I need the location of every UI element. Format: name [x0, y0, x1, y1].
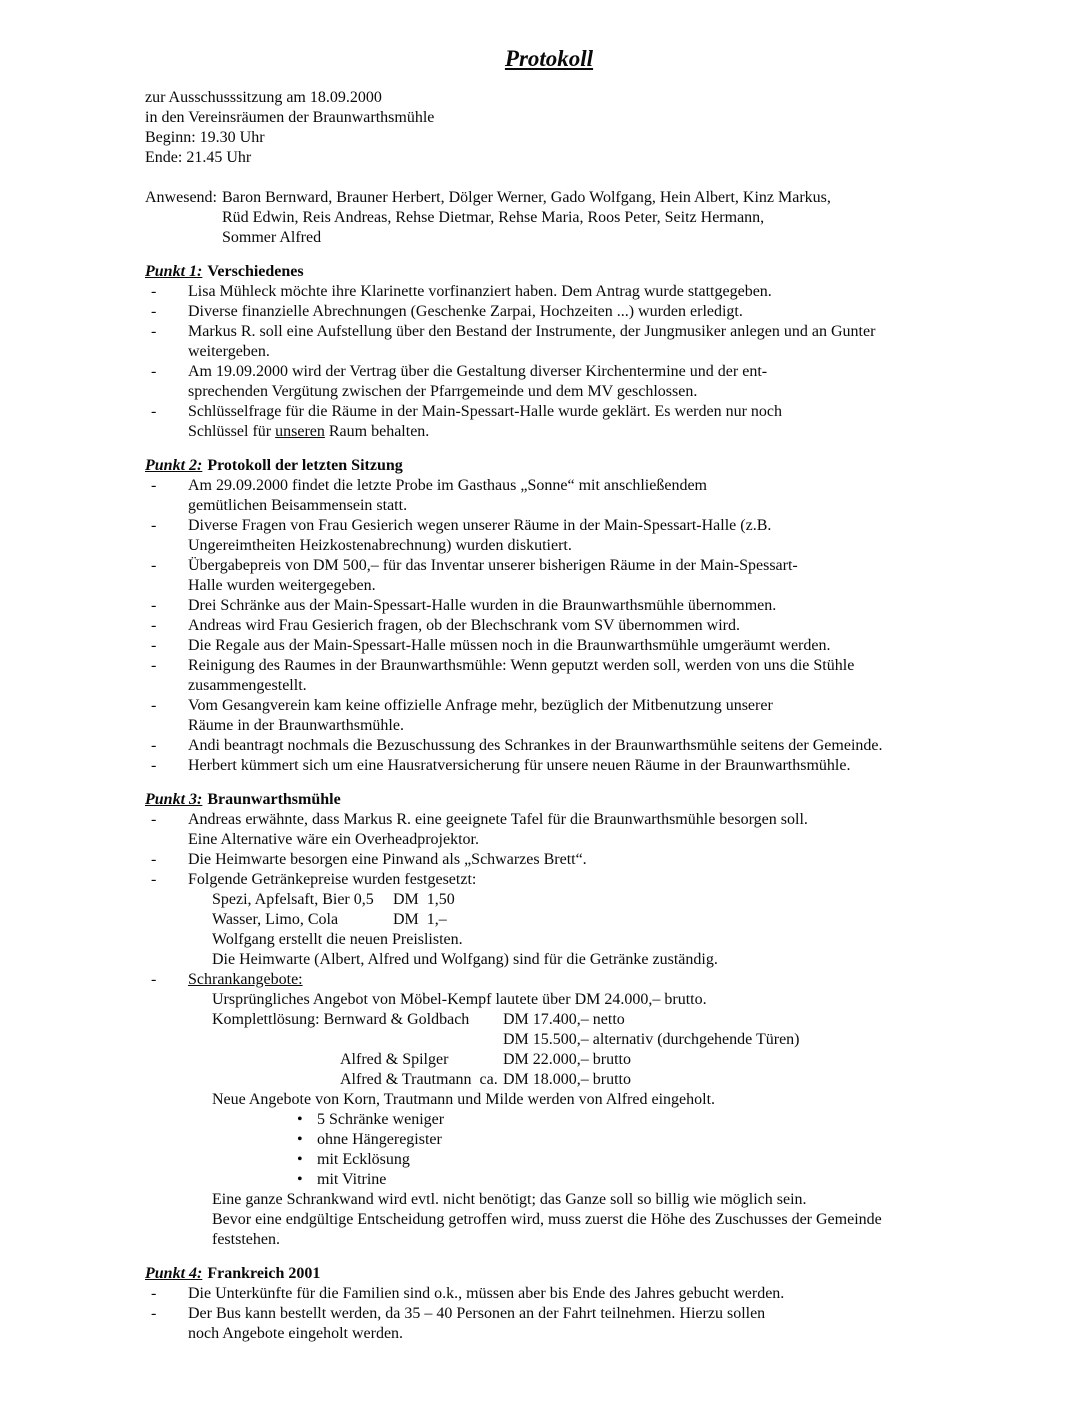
bullet-item-text: 5 Schränke weniger	[317, 1111, 445, 1128]
dash-marker: -	[151, 851, 157, 868]
drink-price-row	[212, 890, 953, 910]
attendees-names	[222, 188, 953, 248]
dash-item-line: gemütlichen Beisammensein statt.	[188, 497, 408, 514]
dash-item-text	[188, 850, 953, 870]
dash-item	[145, 402, 953, 442]
section-title: Braunwarthsmühle	[207, 791, 341, 808]
dash-item-line: Drei Schränke aus der Main-Spessart-Halle wurden in die Braunwarthsmühle übernommen.	[188, 597, 777, 614]
dash-item-line: sprechenden Vergütung zwischen der Pfarrgemeinde und dem MV geschlossen.	[188, 383, 698, 400]
dash-item	[145, 302, 953, 322]
dash-item-line: Die Heimwarte besorgen eine Pinwand als „Schwarzes Brett“.	[188, 851, 587, 868]
dash-item-line: Am 19.09.2000 wird der Vertrag über die Gestaltung diverser Kirchentermine und der ent-	[188, 363, 768, 380]
dash-item-line: Andreas wird Frau Gesierich fragen, ob der Blechschrank vom SV übernommen wird.	[188, 617, 740, 634]
dash-marker: -	[151, 811, 157, 828]
indented-paragraph	[212, 990, 953, 1010]
section-label: Punkt 3:	[145, 791, 203, 808]
dash-item-text	[188, 302, 953, 322]
attendees-label: Anwesend:	[145, 189, 217, 206]
meeting-info-line: zur Ausschusssitzung am 18.09.2000	[145, 89, 382, 106]
dash-item	[145, 656, 953, 696]
bullet-item	[297, 1170, 953, 1190]
section-label: Punkt 1:	[145, 263, 203, 280]
bullet-item-text: mit Vitrine	[317, 1171, 387, 1188]
dash-item-line	[188, 422, 953, 442]
dash-item-text	[188, 1284, 953, 1304]
paragraph-line: feststehen.	[212, 1231, 280, 1248]
paragraph-line: Neue Angebote von Korn, Trautmann und Milde werden von Alfred eingeholt.	[212, 1091, 716, 1108]
dash-marker: -	[151, 363, 157, 380]
dash-item-text	[188, 736, 953, 756]
offer-price: DM 18.000,– brutto	[503, 1071, 631, 1088]
dash-item-line: Andreas erwähnte, dass Markus R. eine geeignete Tafel für die Braunwarthsmühle besorgen soll.	[188, 811, 808, 828]
dash-item	[145, 870, 953, 890]
dash-item	[145, 736, 953, 756]
dash-item	[145, 810, 953, 850]
section-heading	[145, 262, 953, 282]
meeting-info-line: in den Vereinsräumen der Braunwarthsmühle	[145, 109, 435, 126]
dash-item-text	[188, 476, 953, 516]
dash-item-line: Halle wurden weitergegeben.	[188, 577, 376, 594]
section-label: Punkt 2:	[145, 457, 203, 474]
bullet-item	[297, 1130, 953, 1150]
dash-marker: -	[151, 403, 157, 420]
dash-item	[145, 850, 953, 870]
dash-item-line: Ungereimtheiten Heizkostenabrechnung) wurden diskutiert.	[188, 537, 572, 554]
dash-item-line: Andi beantragt nochmals die Bezuschussung des Schrankes in der Braunwarthsmühle seitens der Gemeinde.	[188, 737, 883, 754]
indented-paragraph	[212, 1090, 953, 1110]
dash-item-line: Markus R. soll eine Aufstellung über den Bestand der Instrumente, der Jungmusiker anlegen und an Gunter	[188, 323, 876, 340]
dash-item-text	[188, 810, 953, 850]
drink-price: DM 1,–	[393, 911, 447, 928]
offer-price: DM 15.500,– alternativ (durchgehende Türen)	[503, 1031, 800, 1048]
meeting-info-block	[145, 88, 953, 168]
indented-paragraph	[212, 1190, 953, 1250]
offer-price: DM 17.400,– netto	[503, 1011, 625, 1028]
dash-item	[145, 556, 953, 596]
protocol-section	[145, 1264, 953, 1344]
protocol-section	[145, 790, 953, 1250]
dash-marker: -	[151, 323, 157, 340]
dash-item	[145, 282, 953, 302]
paragraph-line: Bevor eine endgültige Entscheidung getroffen wird, muss zuerst die Höhe des Zuschusses der Gemeinde	[212, 1211, 882, 1228]
offer-price: DM 22.000,– brutto	[503, 1051, 631, 1068]
text-segment: Schlüssel für	[188, 423, 276, 440]
dash-item-line: Der Bus kann bestellt werden, da 35 – 40 Personen an der Fahrt teilnehmen. Hierzu sollen	[188, 1305, 766, 1322]
dash-item	[145, 696, 953, 736]
dash-item-text	[188, 556, 953, 596]
dash-item-line: Die Unterkünfte für die Familien sind o.k., müssen aber bis Ende des Jahres gebucht werden.	[188, 1285, 785, 1302]
dash-item-line: Räume in der Braunwarthsmühle.	[188, 717, 404, 734]
dash-item-line: weitergeben.	[188, 343, 270, 360]
cabinet-offer-row	[212, 1010, 953, 1030]
section-title: Protokoll der letzten Sitzung	[207, 457, 403, 474]
dash-item	[145, 362, 953, 402]
dash-item-line: Diverse finanzielle Abrechnungen (Geschenke Zarpai, Hochzeiten ...) wurden erledigt.	[188, 303, 743, 320]
bullet-marker: •	[297, 1151, 303, 1168]
underlined-text: Schrankangebote:	[188, 971, 303, 988]
offer-vendor: Alfred & Trautmann ca.	[340, 1071, 498, 1088]
dash-marker: -	[151, 871, 157, 888]
drink-names: Spezi, Apfelsaft, Bier 0,5	[212, 891, 374, 908]
dash-item-text	[188, 402, 953, 442]
dash-marker: -	[151, 517, 157, 534]
section-title: Frankreich 2001	[207, 1265, 321, 1282]
dash-item-text	[188, 870, 953, 890]
dash-item-line: Herbert kümmert sich um eine Hausratversicherung für unsere neuen Räume in der Braunwarthsmühle.	[188, 757, 851, 774]
dash-item-line: Folgende Getränkepreise wurden festgesetzt:	[188, 871, 477, 888]
dash-item	[145, 1284, 953, 1304]
dash-marker: -	[151, 657, 157, 674]
dash-item-text	[188, 696, 953, 736]
bullet-item	[297, 1150, 953, 1170]
dash-item-text	[188, 322, 953, 362]
bullet-item-text: mit Ecklösung	[317, 1151, 410, 1168]
bullet-marker: •	[297, 1131, 303, 1148]
dash-marker: -	[151, 477, 157, 494]
protocol-section	[145, 262, 953, 442]
meeting-info-line: Beginn: 19.30 Uhr	[145, 129, 265, 146]
dash-item	[145, 596, 953, 616]
dash-item-line: Schlüsselfrage für die Räume in der Main-Spessart-Halle wurde geklärt. Es werden nur noch	[188, 403, 783, 420]
section-heading	[145, 1264, 953, 1284]
offer-vendor: Komplettlösung: Bernward & Goldbach	[212, 1011, 470, 1028]
sections-container	[145, 262, 953, 1344]
dash-item-text	[188, 516, 953, 556]
dash-item-line: Übergabepreis von DM 500,– für das Inventar unserer bisherigen Räume in der Main-Spessart-	[188, 557, 798, 574]
dash-item-line: Diverse Fragen von Frau Gesierich wegen unserer Räume in der Main-Spessart-Halle (z.B.	[188, 517, 772, 534]
dash-item-line: Eine Alternative wäre ein Overheadprojektor.	[188, 831, 479, 848]
section-label: Punkt 4:	[145, 1265, 203, 1282]
dash-marker: -	[151, 737, 157, 754]
dash-item-line: Lisa Mühleck möchte ihre Klarinette vorfinanziert haben. Dem Antrag wurde stattgegeben.	[188, 283, 772, 300]
section-title: Verschiedenes	[207, 263, 304, 280]
dash-item-line: noch Angebote eingeholt werden.	[188, 1325, 404, 1342]
dash-marker: -	[151, 697, 157, 714]
dash-item	[145, 516, 953, 556]
dash-item	[145, 322, 953, 362]
dash-item	[145, 616, 953, 636]
section-heading	[145, 790, 953, 810]
dash-item-text	[188, 616, 953, 636]
paragraph-line: Wolfgang erstellt die neuen Preislisten.	[212, 931, 463, 948]
dash-item-text	[188, 970, 953, 990]
dash-item-text	[188, 756, 953, 776]
dash-marker: -	[151, 283, 157, 300]
dash-item-text	[188, 656, 953, 696]
section-heading	[145, 456, 953, 476]
dash-item-line: Am 29.09.2000 findet die letzte Probe im Gasthaus „Sonne“ mit anschließendem	[188, 477, 707, 494]
dash-item-line: Die Regale aus der Main-Spessart-Halle müssen noch in die Braunwarthsmühle umgeräumt werden.	[188, 637, 831, 654]
attendee-line: Sommer Alfred	[222, 229, 322, 246]
dash-marker: -	[151, 757, 157, 774]
meeting-info-line: Ende: 21.45 Uhr	[145, 149, 252, 166]
protocol-document	[145, 44, 953, 1344]
bullet-item	[297, 1110, 953, 1130]
text-segment: Raum behalten.	[324, 423, 430, 440]
dash-marker: -	[151, 597, 157, 614]
attendee-line: Baron Bernward, Brauner Herbert, Dölger Werner, Gado Wolfgang, Hein Albert, Kinz Markus,	[222, 189, 831, 206]
drink-price-row	[212, 910, 953, 930]
dash-marker: -	[151, 303, 157, 320]
dash-item	[145, 636, 953, 656]
drink-price: DM 1,50	[393, 891, 455, 908]
drink-names: Wasser, Limo, Cola	[212, 911, 339, 928]
dash-item	[145, 476, 953, 516]
dash-item-line: zusammengestellt.	[188, 677, 307, 694]
dash-marker: -	[151, 617, 157, 634]
paragraph-line: Eine ganze Schrankwand wird evtl. nicht benötigt; das Ganze soll so billig wie möglich sein.	[212, 1191, 807, 1208]
dash-marker: -	[151, 557, 157, 574]
cabinet-offer-row	[212, 1070, 953, 1090]
cabinet-offer-row	[212, 1030, 953, 1050]
dash-item	[145, 1304, 953, 1344]
dash-item-text	[188, 1304, 953, 1344]
dash-item	[145, 756, 953, 776]
dash-item-text	[188, 362, 953, 402]
dash-item-text	[188, 596, 953, 616]
dash-item-line	[188, 970, 953, 990]
dash-item	[145, 970, 953, 990]
underlined-text: unseren	[275, 423, 325, 440]
dash-item-line: Reinigung des Raumes in der Braunwarthsmühle: Wenn geputzt werden soll, werden von uns die Stühle	[188, 657, 855, 674]
paragraph-line: Ursprüngliches Angebot von Möbel-Kempf lautete über DM 24.000,– brutto.	[212, 991, 707, 1008]
dash-marker: -	[151, 637, 157, 654]
bullet-item-text: ohne Hängeregister	[317, 1131, 442, 1148]
offer-vendor	[212, 1030, 503, 1050]
offer-vendor: Alfred & Spilger	[340, 1051, 449, 1068]
paragraph-line: Die Heimwarte (Albert, Alfred und Wolfgang) sind für die Getränke zuständig.	[212, 951, 718, 968]
document-title: Protokoll	[504, 46, 594, 71]
attendees-block	[145, 188, 953, 248]
indented-paragraph	[212, 930, 953, 970]
dash-item-text	[188, 636, 953, 656]
bullet-marker: •	[297, 1171, 303, 1188]
cabinet-offer-row	[212, 1050, 953, 1070]
dash-marker: -	[151, 971, 157, 988]
dash-item-line: Vom Gesangverein kam keine offizielle Anfrage mehr, bezüglich der Mitbenutzung unserer	[188, 697, 773, 714]
bullet-marker: •	[297, 1111, 303, 1128]
dash-marker: -	[151, 1305, 157, 1322]
dash-marker: -	[151, 1285, 157, 1302]
protocol-section	[145, 456, 953, 776]
attendee-line: Rüd Edwin, Reis Andreas, Rehse Dietmar, Rehse Maria, Roos Peter, Seitz Hermann,	[222, 209, 765, 226]
dash-item-text	[188, 282, 953, 302]
